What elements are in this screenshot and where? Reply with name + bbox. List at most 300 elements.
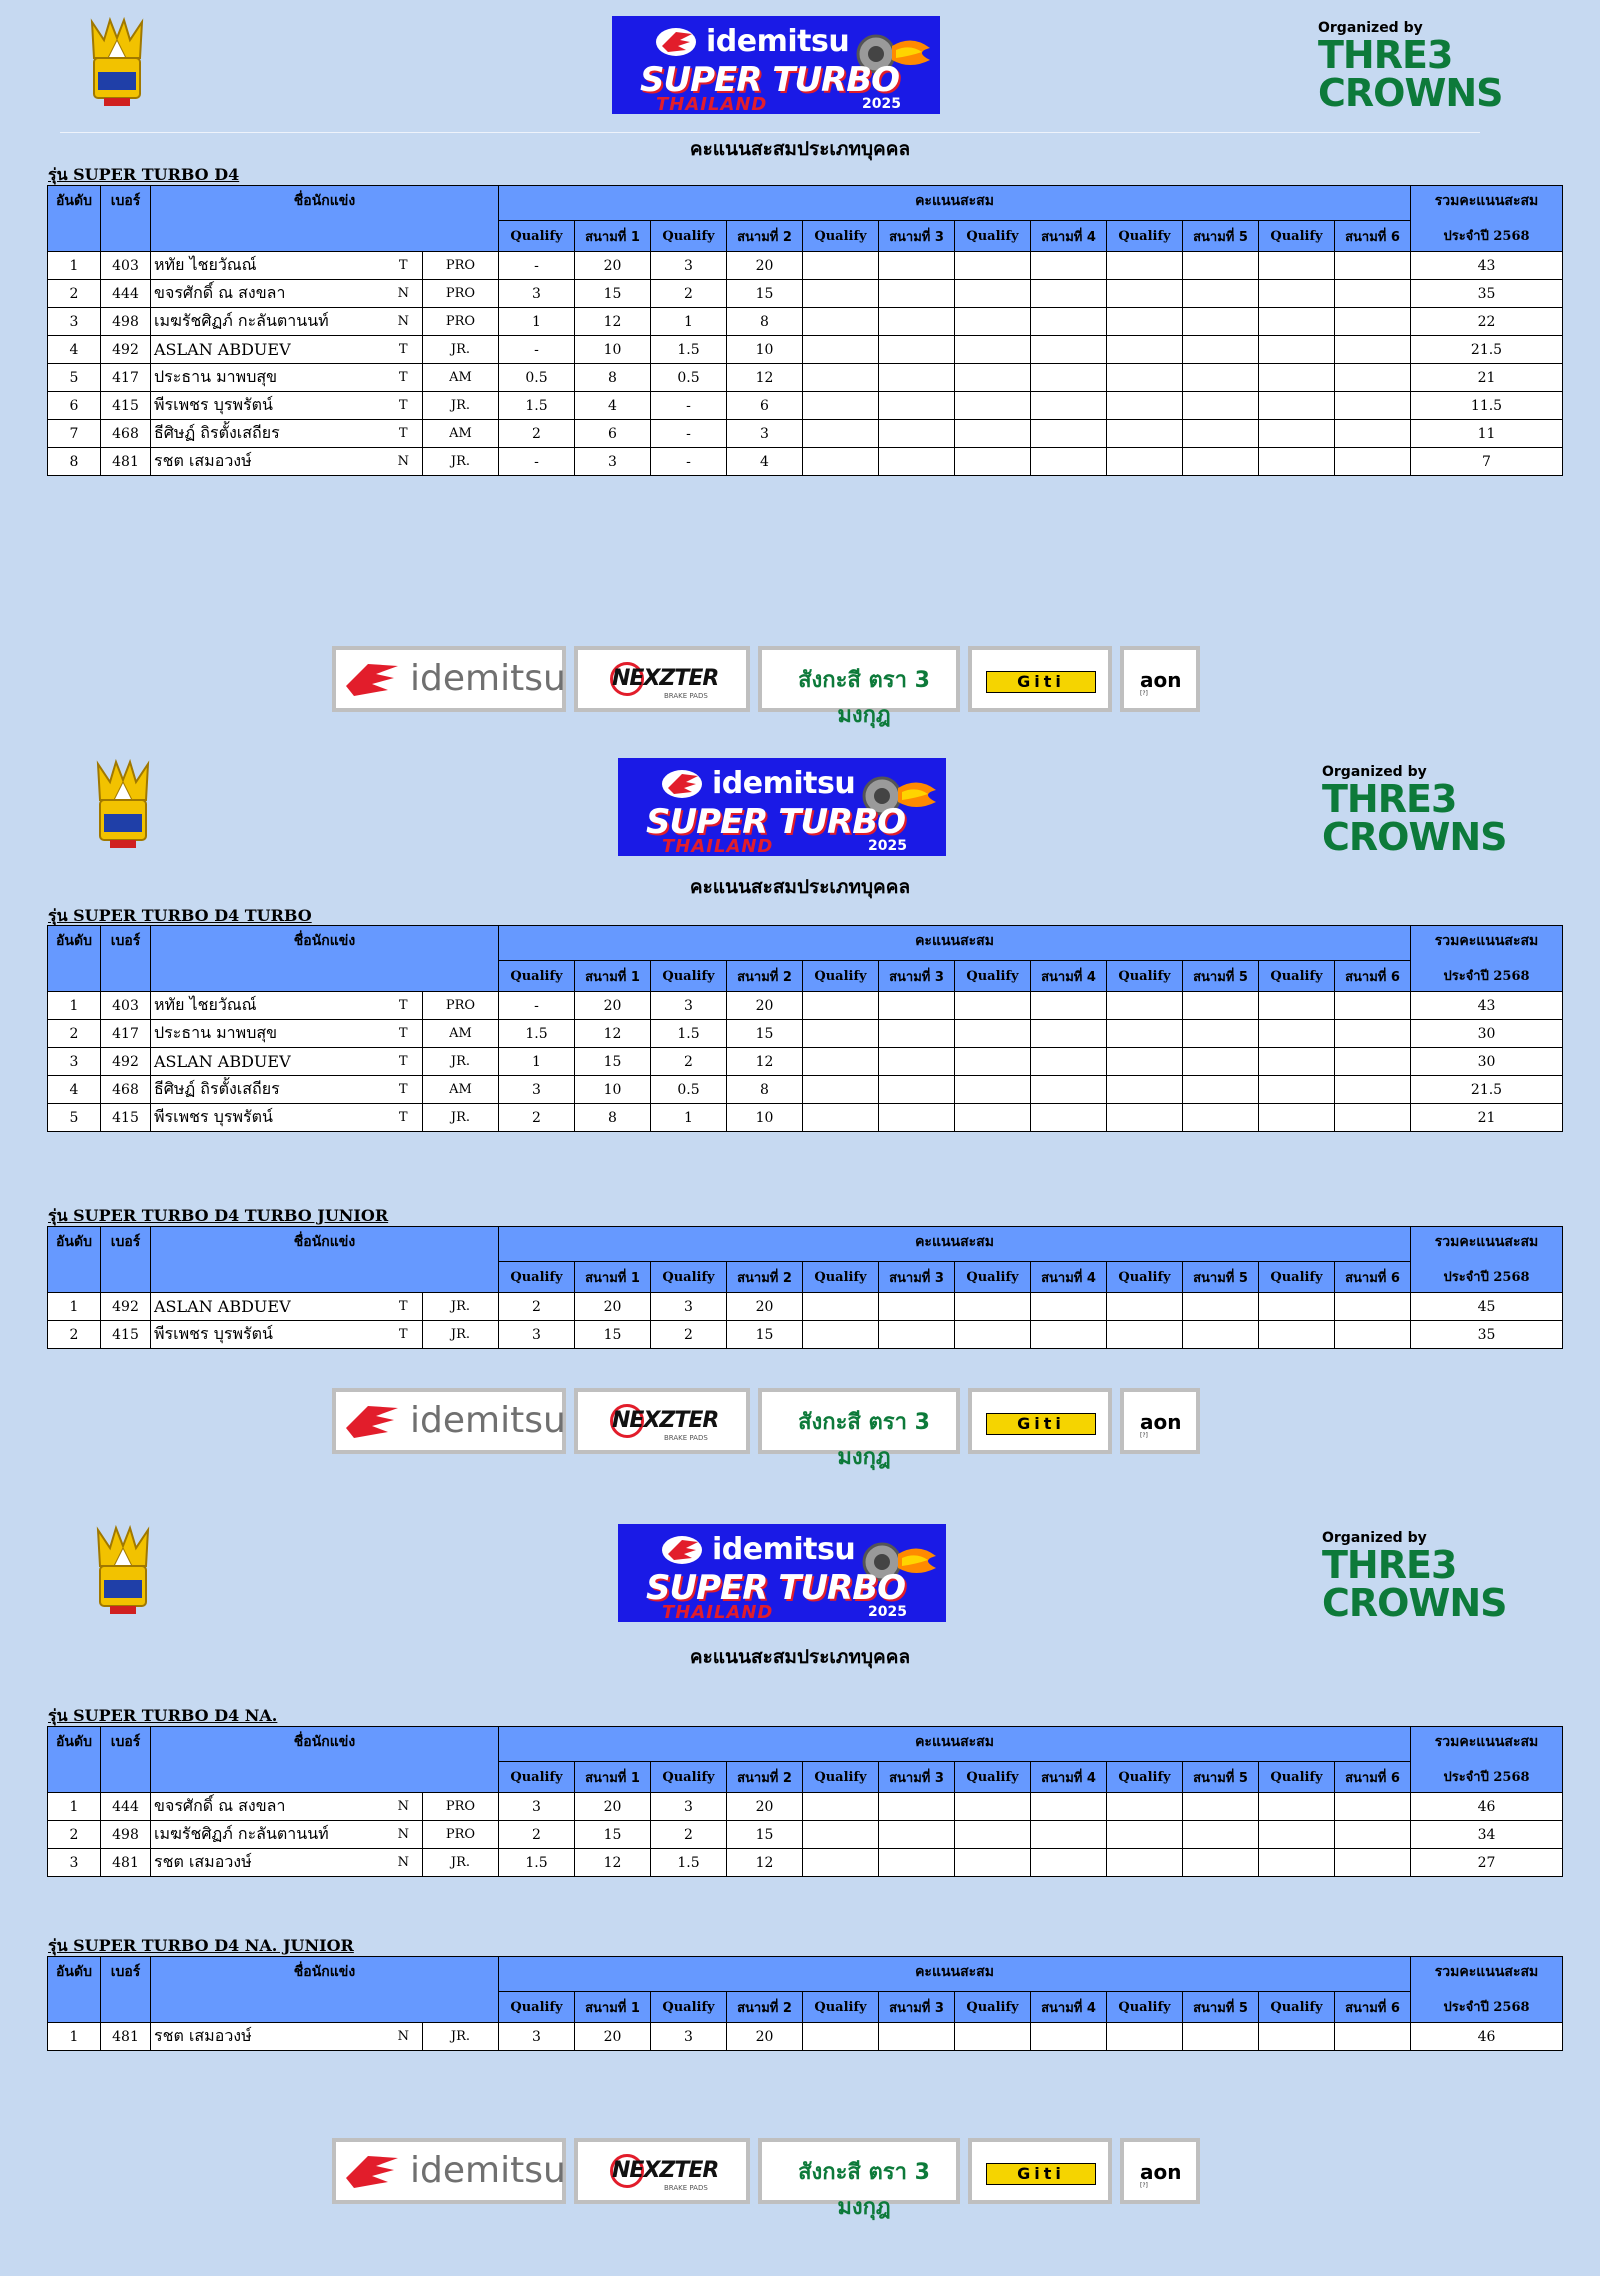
sponsor-idemitsu-name: idemitsu [410, 2150, 566, 2191]
points-cell [1107, 1104, 1183, 1132]
rank-cell: 5 [48, 1104, 101, 1132]
points-cell: 3 [499, 1321, 575, 1349]
round-header: สนามที่ 5 [1183, 1262, 1259, 1293]
points-cell [955, 280, 1031, 308]
points-cell [879, 308, 955, 336]
organizer-name-line-2: CROWNS [1318, 71, 1503, 115]
table-header-row [48, 1957, 1563, 1992]
round-header: Qualify [955, 1762, 1031, 1793]
points-cell [1335, 448, 1411, 476]
points-cell [1335, 280, 1411, 308]
points-cell [879, 2023, 955, 2051]
round-header: Qualify [499, 961, 575, 992]
round-header: Qualify [499, 1262, 575, 1293]
total-cell: 11 [1411, 420, 1563, 448]
points-cell [955, 448, 1031, 476]
number-header: เบอร์ [101, 186, 151, 252]
class-cell: JR. [423, 1849, 499, 1877]
points-cell [1335, 992, 1411, 1020]
total-cell: 7 [1411, 448, 1563, 476]
total-header: รวมคะแนนสะสม [1411, 1957, 1563, 1992]
rank-cell: 1 [48, 1293, 101, 1321]
points-cell [1107, 252, 1183, 280]
class-title: รุ่น SUPER TURBO D4 TURBO [48, 906, 312, 925]
points-cell [1183, 1849, 1259, 1877]
points-cell [1335, 2023, 1411, 2051]
rank-cell: 1 [48, 992, 101, 1020]
points-cell: - [651, 448, 727, 476]
points-cell [955, 1849, 1031, 1877]
standings-table [47, 1226, 1563, 1349]
points-cell [1031, 1076, 1107, 1104]
round-header: สนามที่ 1 [575, 1262, 651, 1293]
points-cell: 20 [727, 992, 803, 1020]
round-header: สนามที่ 4 [1031, 961, 1107, 992]
number-cell: 481 [101, 2023, 151, 2051]
driver-name-cell: พีรเพชร บุรพรัตน์ [151, 1104, 385, 1132]
sponsor-aon-name: aon [1140, 668, 1182, 692]
points-cell: 4 [727, 448, 803, 476]
sponsor-sangkasi [758, 2138, 960, 2220]
number-header: เบอร์ [101, 1957, 151, 2023]
points-cell [1259, 1849, 1335, 1877]
number-cell: 492 [101, 1293, 151, 1321]
total-cell: 34 [1411, 1821, 1563, 1849]
class-cell: AM [423, 1076, 499, 1104]
points-cell [1335, 252, 1411, 280]
points-cell: 12 [727, 364, 803, 392]
points-cell: 3 [499, 1793, 575, 1821]
points-cell: 15 [727, 1020, 803, 1048]
class-cell: JR. [423, 448, 499, 476]
nationality-cell: T [385, 992, 423, 1020]
points-cell [1031, 992, 1107, 1020]
round-header: Qualify [955, 961, 1031, 992]
number-cell: 417 [101, 364, 151, 392]
points-cell: 15 [727, 280, 803, 308]
table-row [48, 336, 1563, 364]
rank-header: อันดับ [48, 1227, 101, 1293]
points-cell [1335, 1048, 1411, 1076]
sponsor-nexzter-sub: BRAKE PADS [664, 692, 708, 700]
rank-header: อันดับ [48, 926, 101, 992]
points-cell: 1.5 [499, 1849, 575, 1877]
rank-cell: 2 [48, 1020, 101, 1048]
standings-table [47, 1726, 1563, 1877]
points-cell [803, 1793, 879, 1821]
points-cell [955, 2023, 1031, 2051]
total-cell: 43 [1411, 252, 1563, 280]
points-cell: 8 [575, 1104, 651, 1132]
points-cell [803, 252, 879, 280]
driver-header: ชื่อนักแข่ง [151, 1957, 499, 2023]
sponsor-strip [332, 646, 1200, 728]
driver-name-cell: พีรเพชร บุรพรัตน์ [151, 1321, 385, 1349]
points-cell [803, 1020, 879, 1048]
rank-cell: 8 [48, 448, 101, 476]
points-cell [1107, 1048, 1183, 1076]
total-cell: 11.5 [1411, 392, 1563, 420]
table-header-row [48, 926, 1563, 961]
class-cell: JR. [423, 1293, 499, 1321]
points-cell [879, 1849, 955, 1877]
rank-header: อันดับ [48, 1727, 101, 1793]
table-header-row [48, 186, 1563, 221]
class-title: รุ่น SUPER TURBO D4 NA. [48, 1706, 278, 1725]
points-cell [1183, 1048, 1259, 1076]
sponsor-idemitsu-name: idemitsu [410, 1400, 566, 1441]
number-cell: 444 [101, 280, 151, 308]
points-cell [1107, 1076, 1183, 1104]
points-cell [955, 1293, 1031, 1321]
points-cell: 4 [575, 392, 651, 420]
number-cell: 415 [101, 1104, 151, 1132]
points-cell [1183, 1293, 1259, 1321]
points-cell [955, 364, 1031, 392]
table-row [48, 1104, 1563, 1132]
round-header: สนามที่ 2 [727, 961, 803, 992]
round-header: สนามที่ 5 [1183, 1762, 1259, 1793]
rank-cell: 4 [48, 336, 101, 364]
number-header: เบอร์ [101, 926, 151, 992]
points-cell [1259, 1293, 1335, 1321]
table-row [48, 420, 1563, 448]
points-cell [803, 1821, 879, 1849]
round-header: Qualify [499, 1992, 575, 2023]
banner-series: SUPER TURBO [646, 802, 906, 842]
points-cell [803, 1076, 879, 1104]
number-cell: 468 [101, 1076, 151, 1104]
round-header: สนามที่ 6 [1335, 1262, 1411, 1293]
table-row [48, 364, 1563, 392]
points-cell [803, 308, 879, 336]
points-cell: 12 [575, 1020, 651, 1048]
points-cell [1183, 1020, 1259, 1048]
sponsor-idemitsu [332, 2138, 566, 2204]
round-header: Qualify [1107, 221, 1183, 252]
number-cell: 481 [101, 1849, 151, 1877]
class-cell: JR. [423, 1048, 499, 1076]
points-cell [1335, 420, 1411, 448]
table-row [48, 308, 1563, 336]
driver-header: ชื่อนักแข่ง [151, 926, 499, 992]
points-cell [1107, 1821, 1183, 1849]
total-cell: 45 [1411, 1293, 1563, 1321]
round-header: Qualify [803, 961, 879, 992]
round-header: สนามที่ 3 [879, 1262, 955, 1293]
class-cell: AM [423, 364, 499, 392]
points-cell: 6 [575, 420, 651, 448]
number-cell: 444 [101, 1793, 151, 1821]
event-banner [618, 758, 946, 856]
nationality-cell: T [385, 1321, 423, 1349]
total-cell: 35 [1411, 280, 1563, 308]
driver-name-cell: รชต เสมอวงษ์ [151, 2023, 385, 2051]
points-cell [1259, 1321, 1335, 1349]
points-cell [1031, 364, 1107, 392]
table-row [48, 280, 1563, 308]
points-cell [955, 420, 1031, 448]
points-cell: 20 [575, 1793, 651, 1821]
nationality-cell: N [385, 308, 423, 336]
nationality-cell: T [385, 392, 423, 420]
round-header: Qualify [651, 221, 727, 252]
points-cell [879, 420, 955, 448]
sponsor-idemitsu [332, 646, 566, 712]
nationality-cell: N [385, 448, 423, 476]
total-cell: 46 [1411, 1793, 1563, 1821]
sponsor-nexzter-name: NEXZTER [612, 1408, 719, 1433]
number-cell: 415 [101, 392, 151, 420]
points-cell [955, 308, 1031, 336]
nationality-cell: N [385, 280, 423, 308]
points-cell [879, 1321, 955, 1349]
sponsor-strip [332, 2138, 1200, 2220]
points-cell: 8 [727, 1076, 803, 1104]
points-cell: 2 [499, 420, 575, 448]
round-header: สนามที่ 2 [727, 1762, 803, 1793]
points-cell: 3 [499, 1076, 575, 1104]
points-cell [1031, 1821, 1107, 1849]
nationality-cell: T [385, 364, 423, 392]
points-cell [1107, 448, 1183, 476]
number-cell: 415 [101, 1321, 151, 1349]
points-cell: 15 [575, 1821, 651, 1849]
driver-name-cell: เมฆรัชศิฏภ์ กะลันตานนท์ [151, 1821, 385, 1849]
rank-cell: 6 [48, 392, 101, 420]
points-cell [1107, 364, 1183, 392]
nationality-cell: T [385, 420, 423, 448]
points-cell [1335, 1321, 1411, 1349]
points-cell: 2 [651, 1048, 727, 1076]
points-cell [1031, 1048, 1107, 1076]
points-header: คะแนนสะสม [499, 1727, 1411, 1762]
nationality-cell: N [385, 1793, 423, 1821]
rank-cell: 1 [48, 2023, 101, 2051]
table-row [48, 1048, 1563, 1076]
total-cell: 22 [1411, 308, 1563, 336]
points-cell [803, 1293, 879, 1321]
points-cell: 1.5 [499, 1020, 575, 1048]
rank-cell: 3 [48, 1849, 101, 1877]
points-cell [1335, 308, 1411, 336]
points-header: คะแนนสะสม [499, 926, 1411, 961]
points-cell: 20 [727, 2023, 803, 2051]
total-cell: 35 [1411, 1321, 1563, 1349]
round-header: Qualify [1259, 961, 1335, 992]
sponsor-strip [332, 1388, 1200, 1470]
points-cell [1107, 308, 1183, 336]
round-header: Qualify [499, 1762, 575, 1793]
driver-name-cell: ประธาน มาพบสุข [151, 364, 385, 392]
round-header: Qualify [803, 221, 879, 252]
sponsor-sangkasi [758, 1388, 960, 1470]
event-banner [618, 1524, 946, 1622]
points-cell: 15 [575, 280, 651, 308]
nationality-cell: T [385, 1048, 423, 1076]
points-cell: 20 [727, 1293, 803, 1321]
points-cell [1183, 1821, 1259, 1849]
round-header: สนามที่ 3 [879, 961, 955, 992]
points-cell [1335, 364, 1411, 392]
points-cell [1183, 2023, 1259, 2051]
number-cell: 481 [101, 448, 151, 476]
points-cell [879, 448, 955, 476]
class-title: รุ่น SUPER TURBO D4 [48, 165, 240, 184]
points-cell: 10 [727, 1104, 803, 1132]
sponsor-aon [1120, 646, 1200, 712]
round-header: สนามที่ 3 [879, 221, 955, 252]
points-cell [803, 992, 879, 1020]
driver-name-cell: ASLAN ABDUEV [151, 1293, 385, 1321]
sponsor-sangkasi-name: สังกะสี ตรา 3 มงกุฎ [798, 2160, 930, 2220]
points-cell [1335, 336, 1411, 364]
points-cell [879, 252, 955, 280]
sponsor-giti-name: Giti [986, 1413, 1096, 1435]
round-header: Qualify [1259, 1262, 1335, 1293]
number-cell: 417 [101, 1020, 151, 1048]
round-header: สนามที่ 5 [1183, 221, 1259, 252]
points-cell: 20 [727, 1793, 803, 1821]
number-cell: 492 [101, 336, 151, 364]
rank-cell: 7 [48, 420, 101, 448]
sponsor-giti [968, 1388, 1112, 1454]
round-header: สนามที่ 2 [727, 1992, 803, 2023]
points-cell: 10 [727, 336, 803, 364]
points-cell [1183, 280, 1259, 308]
nationality-cell: T [385, 336, 423, 364]
points-cell [803, 1321, 879, 1349]
class-cell: PRO [423, 1821, 499, 1849]
points-cell: 15 [727, 1321, 803, 1349]
round-header: สนามที่ 5 [1183, 961, 1259, 992]
table-row [48, 1793, 1563, 1821]
points-cell [1107, 392, 1183, 420]
points-cell [1107, 420, 1183, 448]
points-cell [879, 1821, 955, 1849]
points-cell: 1 [651, 308, 727, 336]
points-cell: 3 [651, 1793, 727, 1821]
round-header: สนามที่ 4 [1031, 221, 1107, 252]
points-cell [1183, 448, 1259, 476]
class-cell: JR. [423, 2023, 499, 2051]
points-cell: 1.5 [499, 392, 575, 420]
table-row [48, 2023, 1563, 2051]
rank-header: อันดับ [48, 186, 101, 252]
points-cell [1031, 1793, 1107, 1821]
season-header: ประจำปี 2568 [1411, 1992, 1563, 2023]
organized-by-label: Organized by [1322, 1530, 1427, 1546]
class-cell: JR. [423, 1321, 499, 1349]
points-cell: - [499, 252, 575, 280]
points-cell [803, 448, 879, 476]
driver-name-cell: ธีศิษฏ์ ถิรตั้งเสถียร [151, 1076, 385, 1104]
round-header: สนามที่ 4 [1031, 1992, 1107, 2023]
points-cell [1259, 252, 1335, 280]
banner-brand: idemitsu [712, 1532, 856, 1567]
banner-country: THAILAND [656, 94, 768, 115]
sponsor-aon-sub: [?] [1140, 690, 1148, 697]
round-header: Qualify [651, 961, 727, 992]
total-cell: 21.5 [1411, 336, 1563, 364]
points-cell [1335, 1793, 1411, 1821]
table-row [48, 992, 1563, 1020]
round-header: สนามที่ 2 [727, 1262, 803, 1293]
class-cell: PRO [423, 280, 499, 308]
sponsor-aon [1120, 1388, 1200, 1454]
driver-name-cell: เมฆรัชศิฏภ์ กะลันตานนท์ [151, 308, 385, 336]
points-cell [1107, 2023, 1183, 2051]
points-cell [879, 1048, 955, 1076]
points-cell [1259, 392, 1335, 420]
rank-cell: 1 [48, 252, 101, 280]
driver-name-cell: ASLAN ABDUEV [151, 336, 385, 364]
total-cell: 30 [1411, 1020, 1563, 1048]
points-cell: 2 [651, 1321, 727, 1349]
organizer-logo [1322, 1530, 1512, 1626]
points-cell [1031, 2023, 1107, 2051]
points-cell [1259, 1104, 1335, 1132]
points-cell [1183, 420, 1259, 448]
banner-country: THAILAND [662, 1602, 774, 1623]
driver-name-cell: หทัย ไชยวัณณ์ [151, 252, 385, 280]
points-cell [1031, 448, 1107, 476]
points-cell: 3 [727, 420, 803, 448]
points-cell: 20 [575, 252, 651, 280]
points-cell: 20 [727, 252, 803, 280]
nationality-cell: T [385, 1020, 423, 1048]
points-cell [1183, 392, 1259, 420]
round-header: Qualify [651, 1762, 727, 1793]
nationality-cell: T [385, 1104, 423, 1132]
points-cell [1335, 392, 1411, 420]
points-cell: 1.5 [651, 336, 727, 364]
points-cell: 20 [575, 992, 651, 1020]
round-header: สนามที่ 3 [879, 1762, 955, 1793]
points-cell: 1 [499, 1048, 575, 1076]
points-cell: 12 [727, 1048, 803, 1076]
points-cell: 15 [727, 1821, 803, 1849]
driver-name-cell: ธีศิษฏ์ ถิรตั้งเสถียร [151, 420, 385, 448]
sponsor-sangkasi [758, 646, 960, 728]
sponsor-aon-sub: [?] [1140, 1432, 1148, 1439]
class-cell: PRO [423, 252, 499, 280]
points-cell [1183, 1321, 1259, 1349]
banner-country: THAILAND [662, 836, 774, 857]
points-cell [1183, 252, 1259, 280]
class-cell: PRO [423, 992, 499, 1020]
points-cell [879, 992, 955, 1020]
sponsor-sangkasi-name: สังกะสี ตรา 3 มงกุฎ [798, 1410, 930, 1470]
organizer-name-line-2: CROWNS [1322, 815, 1507, 859]
points-cell [955, 1020, 1031, 1048]
standings-table [47, 1956, 1563, 2051]
points-cell [955, 1076, 1031, 1104]
round-header: Qualify [651, 1992, 727, 2023]
idemitsu-flying-horse-icon [344, 1402, 400, 1442]
table-header-row [48, 1227, 1563, 1262]
points-cell: 8 [575, 364, 651, 392]
points-cell: 3 [651, 252, 727, 280]
points-header: คะแนนสะสม [499, 186, 1411, 221]
points-cell [1031, 420, 1107, 448]
points-cell [879, 364, 955, 392]
points-cell: 1.5 [651, 1020, 727, 1048]
points-cell: 3 [651, 2023, 727, 2051]
class-cell: JR. [423, 392, 499, 420]
driver-header: ชื่อนักแข่ง [151, 1727, 499, 1793]
season-header: ประจำปี 2568 [1411, 1262, 1563, 1293]
